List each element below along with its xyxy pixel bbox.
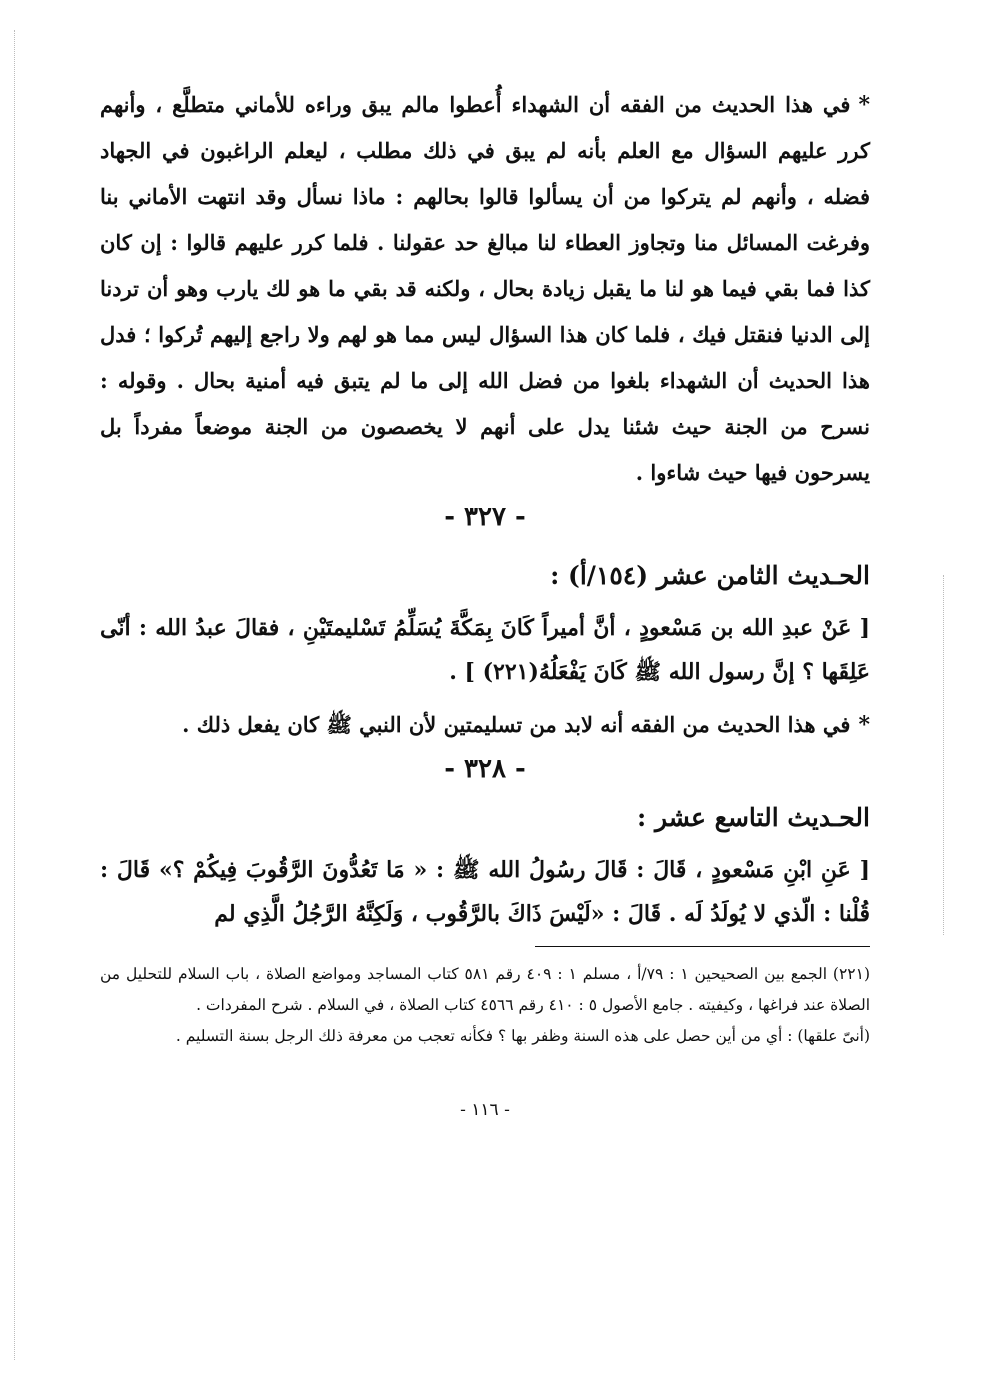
scan-edge-line-right: [943, 575, 944, 935]
hadith-text-19: [ عَنِ ابْنِ مَسْعودٍ ، قَالَ : قَالَ رسُولُ الله ﷺ : « مَا تَعُدُّونَ الرَّقُوبَ فِيكُمْ ؟» قَالَ : قُلْنا : الّذي لا يُولَدُ لَه . قَالَ : «لَيْسَ ذَاكَ بالرَّقُوب ، وَلَكِنَّهُ الرَّجُلُ الَّذِي لم: [100, 857, 870, 927]
scan-edge-line-left: [14, 30, 15, 1360]
commentary-text-2: في هذا الحديث من الفقه أنه لابد من تسليمتين لأن النبي ﷺ كان يفعل ذلك .: [182, 712, 851, 737]
footnote-explanation: (أنىّ علقها) : أي من أين حصل على هذه السنة وظفر بها ؟ فكأنه تعجب من معرفة ذلك الرجل بسنة التسليم .: [175, 1027, 870, 1045]
hadith-number-328: - ٣٢٨ -: [444, 754, 526, 784]
commentary-paragraph-2: [100, 702, 870, 748]
commentary-paragraph-1: [100, 82, 870, 496]
commentary-text-1: في هذا الحديث من الفقه أن الشهداء أُعطوا مالم يبق وراءه للأماني متطلَّع ، وأنهم كرر عليهم السؤال مع العلم بأنه لم يبق في ذلك مطلب ، ليعلم الراغبون في الجهاد فضله ، وأنهم لم يتركوا من أن يسألوا قالوا بحالهم : ماذا نسأل وقد انتهت الأماني بنا وفرغت المسائل منا وتجاوز العطاء لنا مبالغ حد عقولنا . فلما كرر عليهم قالوا : إن كان كذا فما بقي فيما هو لنا ما يقبل زيادة بحال ، ولكنه قد بقي ما هو لك يارب وهو أن تردنا إلى الدنيا فنقتل فيك ، فلما كان هذا السؤال ليس مما هو لهم ولا راجع إليهم تُركوا ؛ فدل هذا الحديث أن الشهداء بلغوا من فضل الله إلى ما لم يتبق فيه أمنية بحال . وقوله : نسرح من الجنة حيث شئنا يدل على أنهم لا يخصصون من الجنة موضعاً مفرداً بل يسرحون فيها حيث شاءوا .: [100, 92, 870, 485]
hadith-text-18: [ عَنْ عبدِ الله بن مَسْعودٍ ، أنَّ أميراً كَانَ بِمَكَّةَ يُسَلِّمُ تَسْليمتَيْنِ ، فقالَ عبدُ الله : أنّى عَلِقَها ؟ إنَّ رسول الله ﷺ كَانَ يَفْعَلُهُ(٢٢١) ] .: [100, 615, 870, 685]
page-number: - ١١٦ -: [460, 1100, 510, 1120]
hadith-number-327: - ٣٢٧ -: [444, 502, 526, 532]
footnote-221: (٢٢١) الجمع بين الصحيحين ١ : ٧٩/أ ، مسلم ١ : ٤٠٩ رقم ٥٨١ كتاب المساجد ومواضع الصلاة ، باب السلام للتحليل من الصلاة عند فراغها ، وكيفيته . جامع الأصول ٥ : ٤١٠ رقم ٤٥٦٦ كتاب الصلاة ، في السلام . شرح المفردات .: [100, 965, 870, 1014]
asterisk-icon: *: [858, 92, 870, 118]
hadith-title-18: الحـديث الثامن عشر (١٥٤/أ) :: [550, 561, 870, 590]
hadith-title-19: الحـديث التاسع عشر :: [637, 803, 870, 832]
book-page: [100, 82, 870, 1372]
footnote-separator: [535, 946, 870, 947]
asterisk-icon: *: [858, 712, 870, 738]
